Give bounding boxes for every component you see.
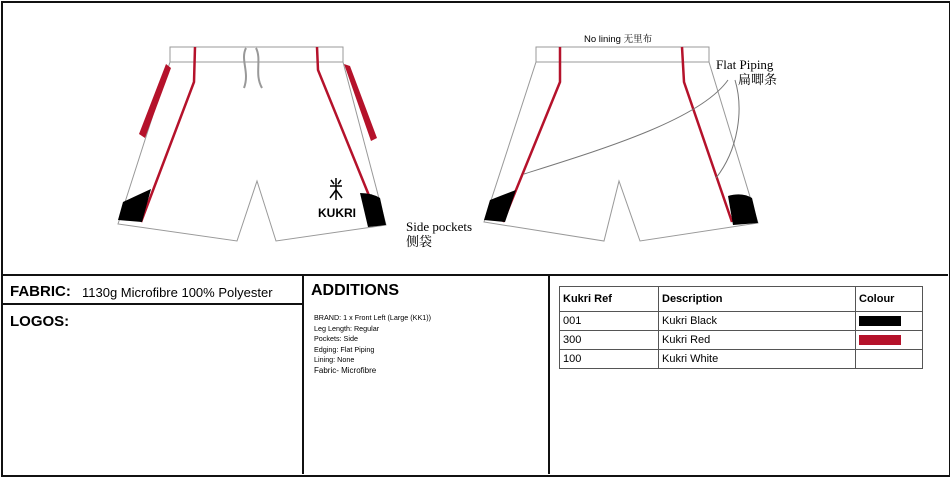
colour-swatch [859, 316, 901, 326]
row-description: Kukri Red [659, 331, 856, 350]
addition-pockets: Pockets: Side [314, 334, 358, 343]
table-row [560, 312, 923, 331]
row-colour [856, 331, 923, 350]
row-ref: 300 [560, 331, 659, 350]
fabric-value: 1130g Microfibre 100% Polyester [82, 285, 273, 300]
colour-swatch [859, 354, 901, 364]
row-description: Kukri Black [659, 312, 856, 331]
front-shorts [118, 47, 386, 241]
header-colour: Colour [856, 287, 923, 312]
side-pockets-en: Side pockets [406, 219, 473, 234]
row-ref: 001 [560, 312, 659, 331]
colour-table [559, 286, 923, 369]
side-pockets-cn: 侧袋 [406, 234, 433, 249]
fabric-label: FABRIC: [10, 283, 71, 300]
flat-piping-cn: 扁唧条 [738, 72, 778, 87]
column-divider-1 [302, 274, 304, 474]
section-divider [2, 274, 948, 276]
row-ref: 100 [560, 350, 659, 369]
column-divider-2 [548, 274, 550, 474]
additions-list [314, 313, 431, 376]
fabric-divider [2, 303, 302, 305]
table-row [560, 350, 923, 369]
side-pockets-note [406, 219, 472, 249]
row-colour [856, 350, 923, 369]
flat-piping-en: Flat Piping [716, 57, 774, 72]
addition-lining: Lining: None [314, 355, 355, 364]
logo-text: KUKRI [318, 206, 356, 220]
no-lining-note: No lining 无里布 [584, 34, 653, 45]
header-ref: Kukri Ref [560, 287, 659, 312]
table-header-row [560, 287, 923, 312]
flat-piping-note [716, 57, 777, 87]
row-description: Kukri White [659, 350, 856, 369]
addition-brand: BRAND: 1 x Front Left (Large (KK1)) [314, 313, 432, 322]
header-description: Description [659, 287, 856, 312]
addition-fabric: Fabric- Microfibre [314, 365, 377, 375]
colour-swatch [859, 335, 901, 345]
row-colour [856, 312, 923, 331]
logos-label: LOGOS: [10, 313, 70, 330]
addition-leg-length: Leg Length: Regular [314, 323, 380, 333]
additions-label: ADDITIONS [311, 282, 399, 299]
table-row [560, 331, 923, 350]
addition-edging: Edging: Flat Piping [314, 344, 375, 354]
